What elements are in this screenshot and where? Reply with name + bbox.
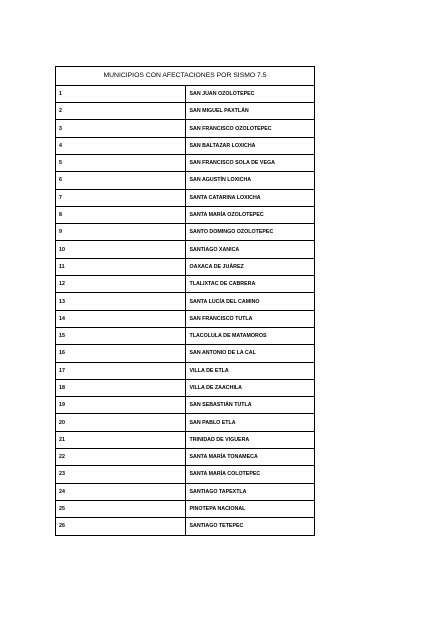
municipio-name: SAN MIGUEL PAXTLÁN — [185, 103, 315, 120]
table-row — [56, 431, 315, 448]
row-number: 8 — [56, 206, 186, 223]
municipio-name: PINOTEPA NACIONAL — [185, 500, 315, 517]
municipio-name: SANTIAGO TETEPEC — [185, 518, 315, 535]
table-row — [56, 154, 315, 171]
municipio-name: SANTIAGO XANICA — [185, 241, 315, 258]
table-row — [56, 189, 315, 206]
municipio-name: SANTA LUCÍA DEL CAMINO — [185, 293, 315, 310]
table-row — [56, 345, 315, 362]
row-number: 6 — [56, 172, 186, 189]
table-row — [56, 518, 315, 535]
municipios-table — [55, 66, 315, 536]
row-number: 18 — [56, 379, 186, 396]
table-row — [56, 362, 315, 379]
municipio-name: TLALIXTAC DE CABRERA — [185, 276, 315, 293]
municipio-name: SANTA CATARINA LOXICHA — [185, 189, 315, 206]
municipio-name: SAN AGUSTÍN LOXICHA — [185, 172, 315, 189]
row-number: 2 — [56, 103, 186, 120]
row-number: 3 — [56, 120, 186, 137]
table-row — [56, 206, 315, 223]
table-body — [56, 85, 315, 535]
row-number: 17 — [56, 362, 186, 379]
table-row — [56, 258, 315, 275]
table-row — [56, 379, 315, 396]
table-row — [56, 120, 315, 137]
table-row — [56, 466, 315, 483]
table-row — [56, 483, 315, 500]
municipio-name: VILLA DE ZAACHILA — [185, 379, 315, 396]
row-number: 12 — [56, 276, 186, 293]
table-row — [56, 327, 315, 344]
table-row — [56, 172, 315, 189]
municipio-name: OAXACA DE JUÁREZ — [185, 258, 315, 275]
row-number: 23 — [56, 466, 186, 483]
table-row — [56, 449, 315, 466]
municipio-name: SAN PABLO ETLA — [185, 414, 315, 431]
table-row — [56, 85, 315, 102]
row-number: 22 — [56, 449, 186, 466]
municipio-name: SAN JUAN OZOLOTEPEC — [185, 85, 315, 102]
municipio-name: SANTO DOMINGO OZOLOTEPEC — [185, 224, 315, 241]
row-number: 15 — [56, 327, 186, 344]
municipio-name: SAN FRANCISCO SOLA DE VEGA — [185, 154, 315, 171]
municipio-name: SANTA MARÍA OZOLOTEPEC — [185, 206, 315, 223]
row-number: 25 — [56, 500, 186, 517]
table-row — [56, 293, 315, 310]
table-row — [56, 310, 315, 327]
municipio-name: SAN BALTAZAR LOXICHA — [185, 137, 315, 154]
table-title: MUNICIPIOS CON AFECTACIONES POR SISMO 7.5 — [56, 67, 315, 86]
municipio-name: SAN FRANCISCO OZOLOTEPEC — [185, 120, 315, 137]
municipio-name: SAN ANTONIO DE LA CAL — [185, 345, 315, 362]
municipio-name: SANTA MARÍA COLOTEPEC — [185, 466, 315, 483]
row-number: 11 — [56, 258, 186, 275]
table-header-row — [56, 67, 315, 86]
row-number: 16 — [56, 345, 186, 362]
table-row — [56, 397, 315, 414]
row-number: 24 — [56, 483, 186, 500]
municipio-name: VILLA DE ETLA — [185, 362, 315, 379]
row-number: 19 — [56, 397, 186, 414]
table-row — [56, 224, 315, 241]
table-row — [56, 137, 315, 154]
table-row — [56, 103, 315, 120]
row-number: 26 — [56, 518, 186, 535]
row-number: 1 — [56, 85, 186, 102]
row-number: 5 — [56, 154, 186, 171]
municipio-name: SANTIAGO TAPEXTLA — [185, 483, 315, 500]
municipio-name: SAN FRANCISCO TUTLA — [185, 310, 315, 327]
table-row — [56, 276, 315, 293]
row-number: 14 — [56, 310, 186, 327]
row-number: 10 — [56, 241, 186, 258]
row-number: 13 — [56, 293, 186, 310]
row-number: 7 — [56, 189, 186, 206]
municipio-name: SANTA MARÍA TONAMECA — [185, 449, 315, 466]
row-number: 4 — [56, 137, 186, 154]
table-row — [56, 414, 315, 431]
table-row — [56, 241, 315, 258]
municipio-name: TRINIDAD DE VIGUERA — [185, 431, 315, 448]
row-number: 21 — [56, 431, 186, 448]
municipio-name: SAN SEBASTIÁN TUTLA — [185, 397, 315, 414]
row-number: 20 — [56, 414, 186, 431]
table-row — [56, 500, 315, 517]
row-number: 9 — [56, 224, 186, 241]
municipio-name: TLACOLULA DE MATAMOROS — [185, 327, 315, 344]
